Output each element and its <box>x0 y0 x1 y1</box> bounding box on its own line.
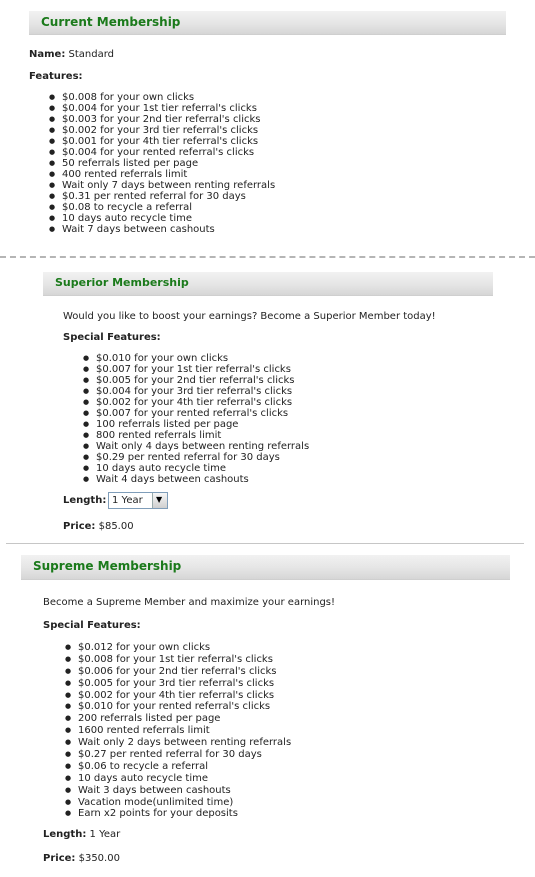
supreme-price-value: $350.00 <box>78 853 120 864</box>
supreme-intro: Become a Supreme Member and maximize your earnings! <box>43 597 336 608</box>
name-label: Name: <box>29 49 66 60</box>
feature-item: ● 10 days auto recycle time <box>49 213 275 224</box>
feature-item: ● 10 days auto recycle time <box>65 773 291 785</box>
feature-item: ● $0.004 for your 3rd tier referral's clicks <box>83 386 309 397</box>
feature-item: ● Earn x2 points for your deposits <box>65 808 291 820</box>
superior-membership-header <box>43 272 493 296</box>
feature-item: ● $0.005 for your 3rd tier referral's clicks <box>65 678 291 690</box>
feature-item: ● 1600 rented referrals limit <box>65 725 291 737</box>
length-select[interactable] <box>108 492 168 509</box>
feature-item: ● Wait 3 days between cashouts <box>65 785 291 797</box>
superior-price-value: $85.00 <box>98 521 134 532</box>
feature-item: ● $0.010 for your rented referral's clicks <box>65 701 291 713</box>
feature-item: ● $0.002 for your 3rd tier referral's clicks <box>49 125 275 136</box>
feature-item: ● $0.003 for your 2nd tier referral's clicks <box>49 114 275 125</box>
feature-item: ● 200 referrals listed per page <box>65 713 291 725</box>
superior-intro: Would you like to boost your earnings? Become a Superior Member today! <box>63 311 436 322</box>
supreme-membership-title: Supreme Membership <box>33 559 182 573</box>
feature-item: ● $0.008 for your 1st tier referral's clicks <box>65 654 291 666</box>
superior-features-label: Special Features: <box>63 332 161 343</box>
section-divider-dashed <box>0 256 535 258</box>
supreme-features-list <box>65 642 291 820</box>
feature-item: ● 100 referrals listed per page <box>83 419 309 430</box>
feature-item: ● $0.004 for your rented referral's clicks <box>49 147 275 158</box>
name-value: Standard <box>68 49 115 60</box>
feature-item: ● $0.002 for your 4th tier referral's clicks <box>65 690 291 702</box>
feature-item: ● $0.007 for your 1st tier referral's clicks <box>83 364 309 375</box>
current-features-label: Features: <box>29 71 83 82</box>
feature-item: ● $0.06 to recycle a referral <box>65 761 291 773</box>
feature-item: ● $0.004 for your 1st tier referral's clicks <box>49 103 275 114</box>
chevron-down-icon[interactable]: ▼ <box>152 493 167 508</box>
feature-item: ● $0.002 for your 4th tier referral's clicks <box>83 397 309 408</box>
superior-price-label: Price: <box>63 521 96 532</box>
superior-membership-title: Superior Membership <box>55 276 189 289</box>
feature-item: ● Wait only 4 days between renting referrals <box>83 441 309 452</box>
superior-price-row <box>63 521 134 533</box>
feature-item: ● 10 days auto recycle time <box>83 463 309 474</box>
current-membership-title: Current Membership <box>41 15 181 29</box>
feature-item: ● $0.007 for your rented referral's clicks <box>83 408 309 419</box>
feature-item: ● $0.010 for your own clicks <box>83 353 309 364</box>
supreme-membership-header <box>21 555 510 580</box>
feature-item: ● 400 rented referrals limit <box>49 169 275 180</box>
supreme-features-label: Special Features: <box>43 620 141 631</box>
supreme-length-label: Length: <box>43 829 87 840</box>
feature-item: ● $0.31 per rented referral for 30 days <box>49 191 275 202</box>
supreme-length-value: 1 Year <box>89 829 121 840</box>
supreme-price-label: Price: <box>43 853 76 864</box>
feature-item: ● $0.27 per rented referral for 30 days <box>65 749 291 761</box>
superior-features-list <box>83 353 309 485</box>
feature-item: ● Wait 4 days between cashouts <box>83 474 309 485</box>
feature-item: ● $0.008 for your own clicks <box>49 92 275 103</box>
current-name-row <box>29 49 114 61</box>
feature-item: ● Wait only 2 days between renting referrals <box>65 737 291 749</box>
section-divider <box>6 543 524 544</box>
feature-item: ● $0.001 for your 4th tier referral's clicks <box>49 136 275 147</box>
feature-item: ● $0.005 for your 2nd tier referral's clicks <box>83 375 309 386</box>
feature-item: ● 800 rented referrals limit <box>83 430 309 441</box>
feature-item: ● $0.006 for your 2nd tier referral's clicks <box>65 666 291 678</box>
feature-item: ● $0.08 to recycle a referral <box>49 202 275 213</box>
feature-item: ● Vacation mode(unlimited time) <box>65 797 291 809</box>
feature-item: ● Wait only 7 days between renting referrals <box>49 180 275 191</box>
current-features-list <box>49 92 275 235</box>
feature-item: ● Wait 7 days between cashouts <box>49 224 275 235</box>
feature-item: ● $0.012 for your own clicks <box>65 642 291 654</box>
superior-length-label: Length: <box>63 495 107 506</box>
length-select-value: 1 Year <box>112 495 143 506</box>
feature-item: ● $0.29 per rented referral for 30 days <box>83 452 309 463</box>
supreme-length-row <box>43 829 120 841</box>
supreme-price-row <box>43 853 120 865</box>
feature-item: ● 50 referrals listed per page <box>49 158 275 169</box>
current-membership-header <box>29 11 506 35</box>
